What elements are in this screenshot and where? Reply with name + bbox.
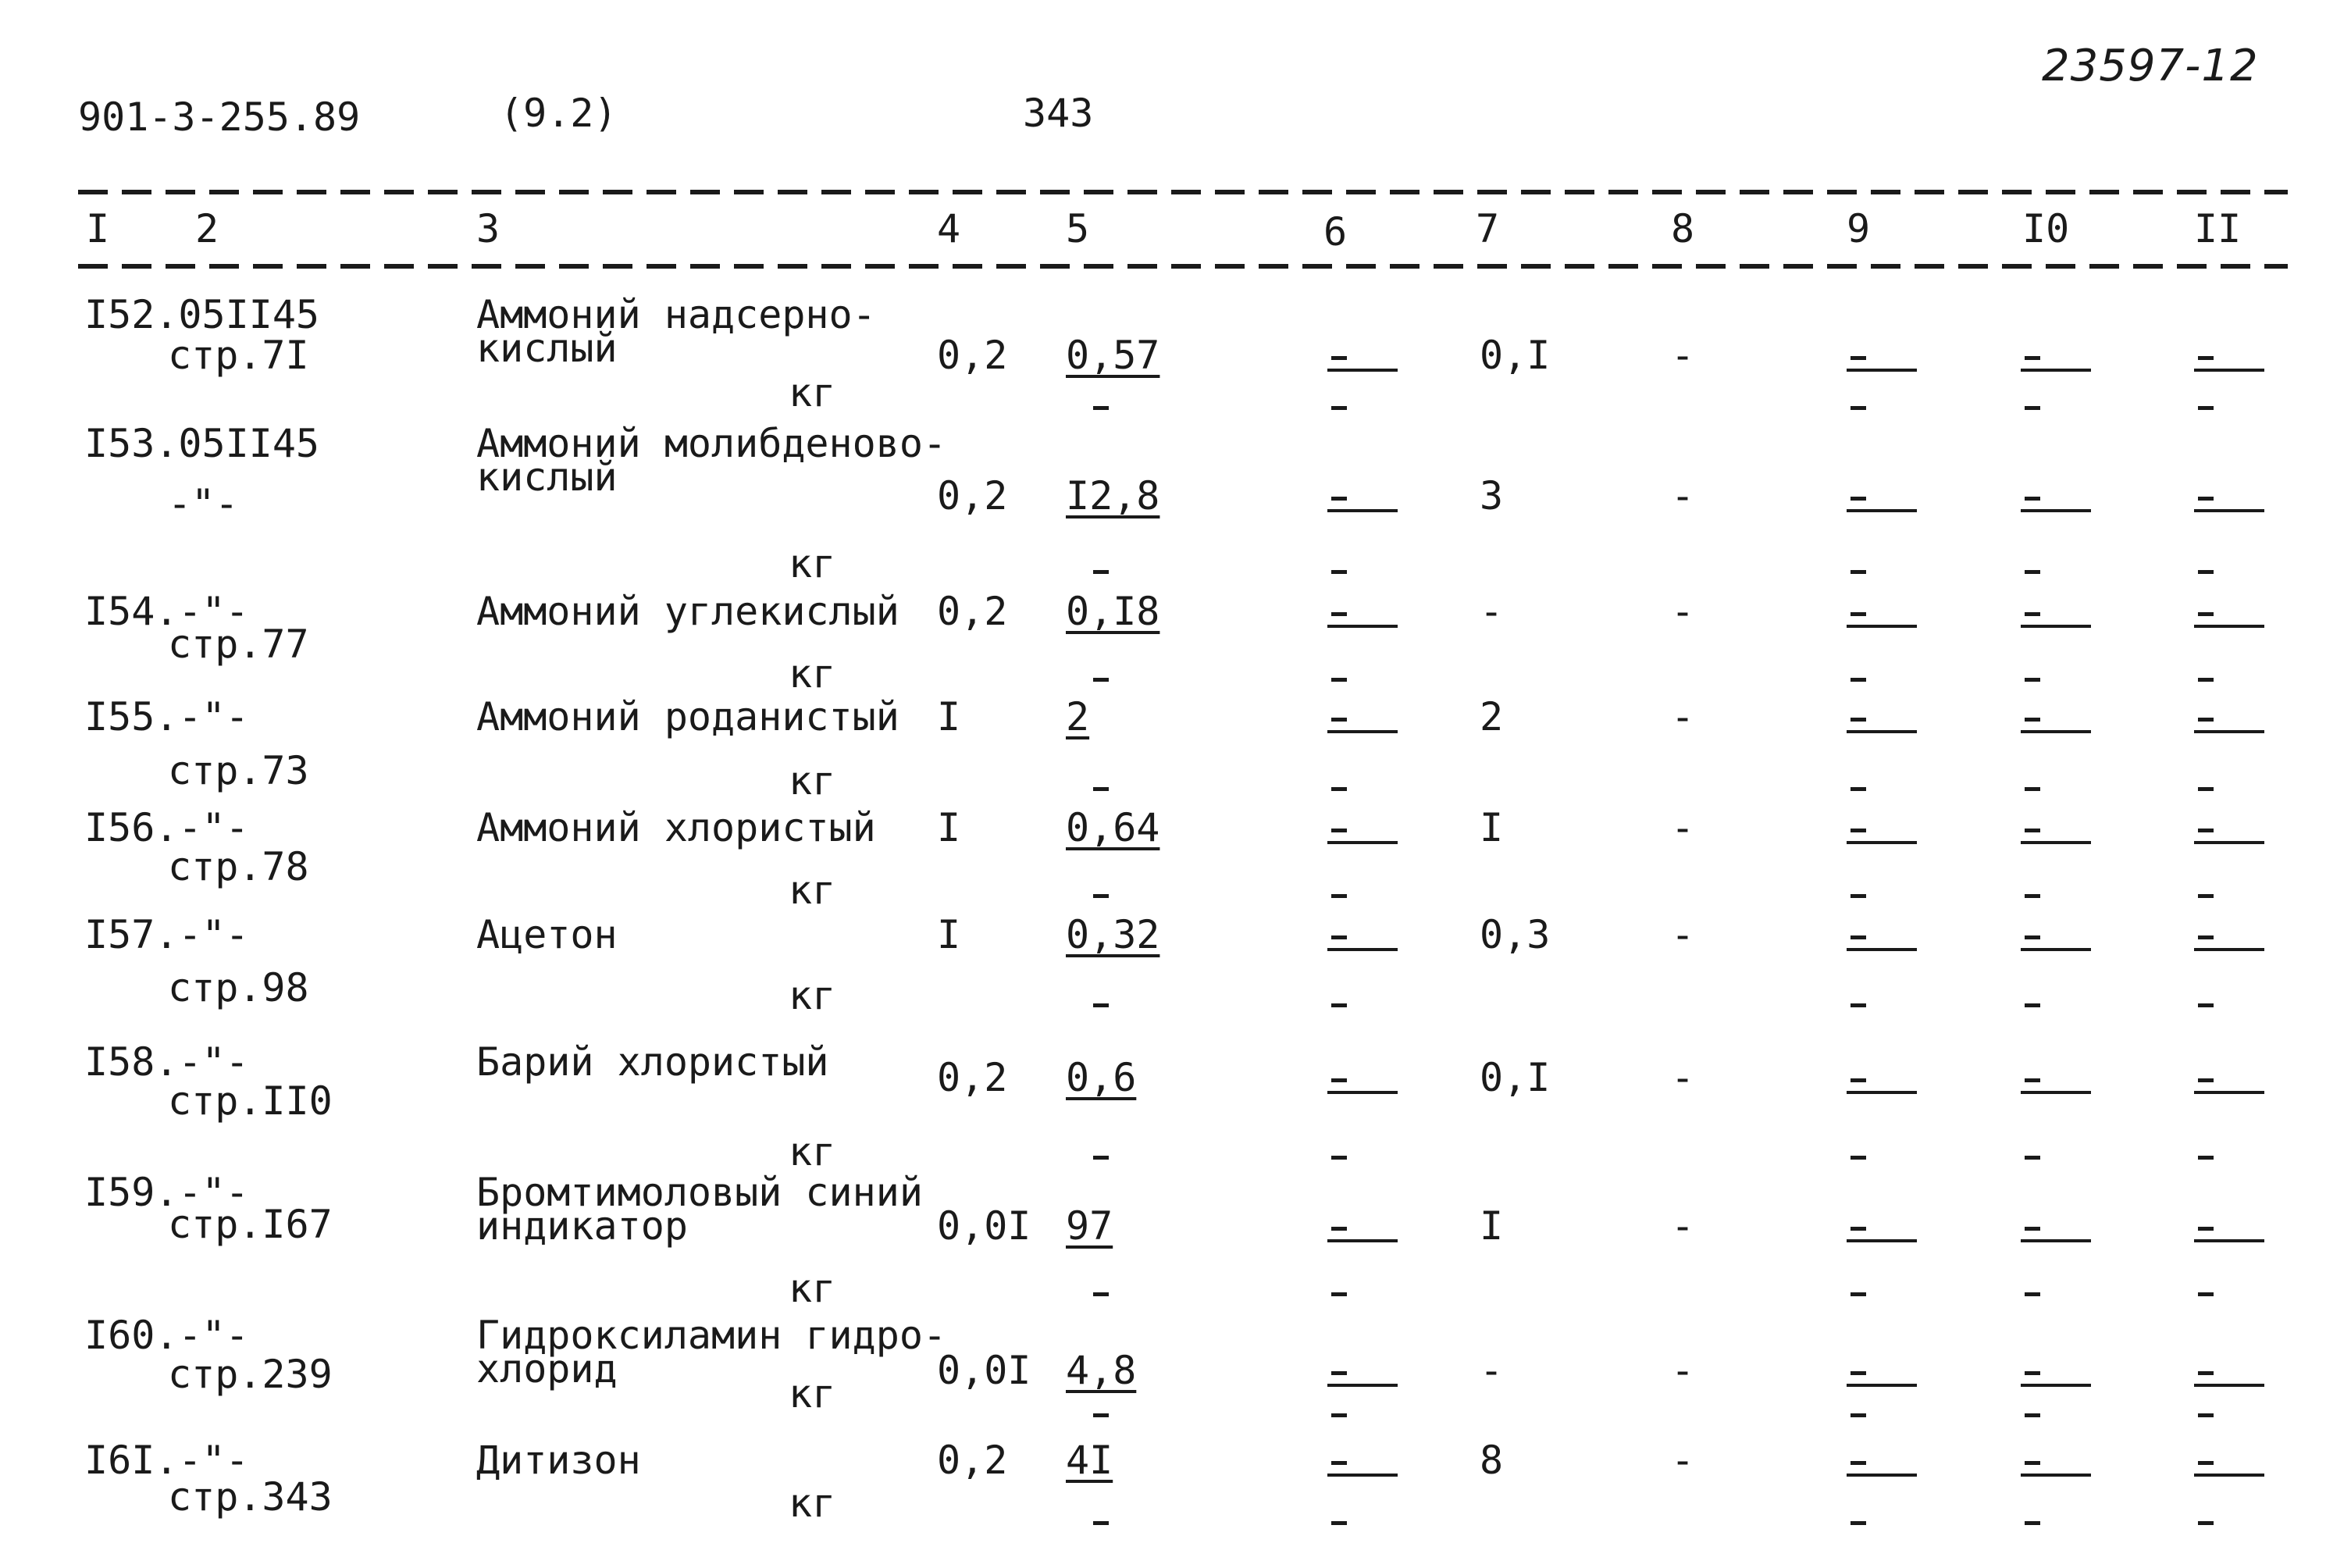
column-9-denominator-dash (1851, 1292, 1866, 1296)
column-4-value: 0,0I (937, 1348, 1031, 1393)
column-5-denominator-dash (1093, 1156, 1109, 1160)
column-11-numerator-dash (2198, 1371, 2214, 1375)
column-10-denominator-dash (2025, 1413, 2040, 1417)
handwritten-reference: 23597-12 (2042, 41, 2259, 91)
page-number: 343 (1023, 91, 1094, 136)
item-name-line1: Барий хлористый (476, 1039, 829, 1085)
column-5-denominator-dash (1093, 1521, 1109, 1525)
column-5-value: 0,32 (1066, 912, 1160, 957)
column-5-value: I2,8 (1066, 473, 1160, 519)
column-6-denominator-dash (1331, 1292, 1347, 1296)
column-5-value: 0,64 (1066, 805, 1160, 850)
column-11-numerator-dash (2198, 497, 2214, 501)
column-6-numerator-dash (1331, 1371, 1347, 1375)
column-7-value: 0,3 (1480, 912, 1551, 957)
column-11-numerator-dash (2198, 718, 2214, 722)
column-9-fraction-bar (1847, 509, 1917, 512)
column-11-fraction-bar (2194, 369, 2264, 372)
column-10-numerator-dash (2025, 612, 2040, 616)
column-7-value: - (1480, 1348, 1504, 1393)
column-9-fraction-bar (1847, 369, 1917, 372)
column-9-denominator-dash (1851, 406, 1866, 410)
column-10-numerator-dash (2025, 1371, 2040, 1375)
column-9-numerator-dash (1851, 1227, 1866, 1231)
column-6-fraction-bar (1327, 1384, 1398, 1387)
column-9-denominator-dash (1851, 1413, 1866, 1417)
column-5-denominator-dash (1093, 1292, 1109, 1296)
column-4-value: 0,2 (937, 1438, 1008, 1483)
column-6-denominator-dash (1331, 1521, 1347, 1525)
unit-label: кг (789, 1266, 836, 1311)
column-header-2: 2 (195, 206, 219, 251)
column-9-numerator-dash (1851, 1461, 1866, 1465)
column-10-numerator-dash (2025, 1078, 2040, 1082)
column-9-fraction-bar (1847, 841, 1917, 844)
column-9-fraction-bar (1847, 1091, 1917, 1094)
column-6-fraction-bar (1327, 1239, 1398, 1242)
column-10-denominator-dash (2025, 406, 2040, 410)
column-10-fraction-bar (2021, 841, 2091, 844)
column-9-numerator-dash (1851, 356, 1866, 360)
column-6-fraction-bar (1327, 1474, 1398, 1477)
column-11-fraction-bar (2194, 1474, 2264, 1477)
column-8-value: - (1671, 805, 1695, 850)
row-number: I52.05II45 (84, 292, 320, 337)
column-4-value: 0,2 (937, 1055, 1008, 1100)
unit-label: кг (789, 541, 836, 586)
column-6-fraction-bar (1327, 509, 1398, 512)
column-11-denominator-dash (2198, 1292, 2214, 1296)
row-number: I58.-"- (84, 1039, 249, 1085)
column-5-value: 2 (1066, 694, 1090, 739)
column-10-numerator-dash (2025, 718, 2040, 722)
column-5-denominator-dash (1093, 787, 1109, 791)
row-number: I60.-"- (84, 1313, 249, 1358)
column-9-fraction-bar (1847, 1384, 1917, 1387)
item-name-line2: хлорид (476, 1346, 618, 1392)
column-5-value: 0,I8 (1066, 589, 1160, 634)
column-7-value: I (1480, 1203, 1504, 1249)
column-6-numerator-dash (1331, 829, 1347, 832)
column-10-numerator-dash (2025, 1461, 2040, 1465)
row-reference: стр.77 (168, 622, 309, 667)
column-6-fraction-bar (1327, 625, 1398, 628)
unit-label: кг (789, 868, 836, 913)
column-7-value: - (1480, 589, 1504, 634)
item-name-line2: индикатор (476, 1203, 688, 1249)
column-10-denominator-dash (2025, 787, 2040, 791)
column-5-value: 4I (1066, 1438, 1113, 1483)
row-reference: стр.I67 (168, 1202, 333, 1247)
column-10-denominator-dash (2025, 1521, 2040, 1525)
column-6-numerator-dash (1331, 612, 1347, 616)
column-5-denominator-dash (1093, 1413, 1109, 1417)
column-11-fraction-bar (2194, 509, 2264, 512)
column-10-numerator-dash (2025, 356, 2040, 360)
column-11-denominator-dash (2198, 1156, 2214, 1160)
column-6-denominator-dash (1331, 1003, 1347, 1007)
column-7-value: I (1480, 805, 1504, 850)
column-5-denominator-dash (1093, 570, 1109, 574)
column-8-value: - (1671, 473, 1695, 519)
column-11-fraction-bar (2194, 1091, 2264, 1094)
column-10-denominator-dash (2025, 1003, 2040, 1007)
item-name-line2: кислый (476, 454, 618, 500)
item-name-line1: Аммоний роданистый (476, 694, 899, 739)
column-6-denominator-dash (1331, 787, 1347, 791)
column-6-denominator-dash (1331, 1413, 1347, 1417)
column-header-7: 7 (1476, 206, 1500, 251)
column-4-value: I (937, 912, 961, 957)
column-9-denominator-dash (1851, 1156, 1866, 1160)
column-11-numerator-dash (2198, 829, 2214, 832)
column-6-denominator-dash (1331, 678, 1347, 682)
item-name-line1: Гидроксиламин гидро- (476, 1313, 947, 1358)
row-reference: стр.II0 (168, 1078, 333, 1124)
column-10-denominator-dash (2025, 570, 2040, 574)
column-6-denominator-dash (1331, 1156, 1347, 1160)
column-6-denominator-dash (1331, 894, 1347, 898)
column-10-denominator-dash (2025, 894, 2040, 898)
column-10-numerator-dash (2025, 497, 2040, 501)
column-5-value: 0,57 (1066, 333, 1160, 378)
column-8-value: - (1671, 333, 1695, 378)
column-5-value: 4,8 (1066, 1348, 1137, 1393)
column-header-8: 8 (1671, 206, 1695, 251)
column-6-numerator-dash (1331, 935, 1347, 939)
column-5-denominator-dash (1093, 406, 1109, 410)
column-9-denominator-dash (1851, 894, 1866, 898)
column-11-numerator-dash (2198, 1227, 2214, 1231)
column-10-fraction-bar (2021, 1474, 2091, 1477)
item-name-line1: Бромтимоловый синий (476, 1170, 923, 1215)
column-9-numerator-dash (1851, 829, 1866, 832)
item-name-line1: Аммоний надсерно- (476, 292, 876, 337)
column-8-value: - (1671, 1203, 1695, 1249)
column-11-fraction-bar (2194, 841, 2264, 844)
column-11-denominator-dash (2198, 894, 2214, 898)
column-11-numerator-dash (2198, 1078, 2214, 1082)
column-header-3: 3 (476, 206, 500, 251)
column-9-denominator-dash (1851, 678, 1866, 682)
column-header-5: 5 (1066, 206, 1090, 251)
column-6-numerator-dash (1331, 1078, 1347, 1082)
column-6-fraction-bar (1327, 730, 1398, 733)
column-4-value: I (937, 694, 961, 739)
column-11-numerator-dash (2198, 935, 2214, 939)
column-9-fraction-bar (1847, 948, 1917, 951)
row-reference: стр.7I (168, 333, 309, 378)
column-10-fraction-bar (2021, 1384, 2091, 1387)
column-5-denominator-dash (1093, 678, 1109, 682)
column-6-numerator-dash (1331, 497, 1347, 501)
header-bottom-rule (78, 264, 2288, 269)
column-5-value: 0,6 (1066, 1055, 1137, 1100)
item-name-line1: Аммоний молибденово- (476, 421, 947, 466)
column-header-9: 9 (1847, 206, 1871, 251)
column-8-value: - (1671, 1348, 1695, 1393)
unit-label: кг (789, 651, 836, 697)
column-5-denominator-dash (1093, 894, 1109, 898)
row-number: I54.-"- (84, 589, 249, 634)
row-number: I59.-"- (84, 1170, 249, 1215)
column-11-denominator-dash (2198, 678, 2214, 682)
column-9-denominator-dash (1851, 787, 1866, 791)
item-name-line1: Аммоний хлористый (476, 805, 876, 850)
unit-label: кг (789, 370, 836, 415)
column-9-numerator-dash (1851, 497, 1866, 501)
document-code: 901-3-255.89 (78, 94, 361, 140)
column-10-fraction-bar (2021, 730, 2091, 733)
column-11-numerator-dash (2198, 612, 2214, 616)
column-10-denominator-dash (2025, 1292, 2040, 1296)
column-10-fraction-bar (2021, 1091, 2091, 1094)
column-10-numerator-dash (2025, 829, 2040, 832)
row-reference: стр.78 (168, 844, 309, 889)
column-9-numerator-dash (1851, 1371, 1866, 1375)
row-reference: стр.98 (168, 965, 309, 1010)
column-10-fraction-bar (2021, 509, 2091, 512)
column-8-value: - (1671, 1438, 1695, 1483)
column-11-denominator-dash (2198, 570, 2214, 574)
column-10-fraction-bar (2021, 369, 2091, 372)
column-9-numerator-dash (1851, 1078, 1866, 1082)
column-9-fraction-bar (1847, 1474, 1917, 1477)
column-header-4: 4 (937, 206, 961, 251)
unit-label: кг (789, 1371, 836, 1417)
column-10-fraction-bar (2021, 1239, 2091, 1242)
column-11-denominator-dash (2198, 1413, 2214, 1417)
column-header-6: 6 (1323, 209, 1348, 255)
row-reference: стр.343 (168, 1474, 333, 1520)
column-8-value: - (1671, 694, 1695, 739)
column-header-11: II (2194, 206, 2242, 251)
column-4-value: 0,0I (937, 1203, 1031, 1249)
column-4-value: 0,2 (937, 473, 1008, 519)
row-number: I6I.-"- (84, 1438, 249, 1483)
column-9-numerator-dash (1851, 612, 1866, 616)
column-10-denominator-dash (2025, 1156, 2040, 1160)
column-5-denominator-dash (1093, 1003, 1109, 1007)
column-11-fraction-bar (2194, 1239, 2264, 1242)
row-reference: стр.239 (168, 1352, 333, 1397)
column-9-fraction-bar (1847, 730, 1917, 733)
row-number: I56.-"- (84, 805, 249, 850)
column-8-value: - (1671, 1055, 1695, 1100)
column-6-numerator-dash (1331, 1461, 1347, 1465)
row-reference: -"- (168, 481, 239, 526)
row-reference: стр.73 (168, 748, 309, 793)
column-6-numerator-dash (1331, 718, 1347, 722)
column-9-denominator-dash (1851, 1003, 1866, 1007)
unit-label: кг (789, 1481, 836, 1526)
column-9-fraction-bar (1847, 1239, 1917, 1242)
column-header-1: I (86, 206, 110, 251)
row-number: I55.-"- (84, 694, 249, 739)
row-number: I57.-"- (84, 912, 249, 957)
column-10-numerator-dash (2025, 935, 2040, 939)
column-11-denominator-dash (2198, 1521, 2214, 1525)
column-6-fraction-bar (1327, 1091, 1398, 1094)
item-name-line1: Ацетон (476, 912, 618, 957)
section-number: (9.2) (500, 91, 618, 136)
column-6-fraction-bar (1327, 841, 1398, 844)
column-8-value: - (1671, 912, 1695, 957)
column-11-denominator-dash (2198, 787, 2214, 791)
column-11-denominator-dash (2198, 1003, 2214, 1007)
row-number: I53.05II45 (84, 421, 320, 466)
column-7-value: 8 (1480, 1438, 1504, 1483)
column-9-denominator-dash (1851, 1521, 1866, 1525)
column-header-10: I0 (2022, 206, 2070, 251)
column-7-value: 0,I (1480, 333, 1551, 378)
item-name-line2: кислый (476, 326, 618, 371)
column-9-denominator-dash (1851, 570, 1866, 574)
unit-label: кг (789, 973, 836, 1018)
column-9-numerator-dash (1851, 718, 1866, 722)
column-6-denominator-dash (1331, 570, 1347, 574)
column-6-fraction-bar (1327, 369, 1398, 372)
column-8-value: - (1671, 589, 1695, 634)
column-11-fraction-bar (2194, 730, 2264, 733)
column-11-denominator-dash (2198, 406, 2214, 410)
column-10-denominator-dash (2025, 678, 2040, 682)
column-10-fraction-bar (2021, 625, 2091, 628)
column-6-fraction-bar (1327, 948, 1398, 951)
column-6-numerator-dash (1331, 356, 1347, 360)
item-name-line1: Аммоний углекислый (476, 589, 899, 634)
column-4-value: 0,2 (937, 333, 1008, 378)
column-10-numerator-dash (2025, 1227, 2040, 1231)
column-11-numerator-dash (2198, 1461, 2214, 1465)
column-6-numerator-dash (1331, 1227, 1347, 1231)
column-11-fraction-bar (2194, 625, 2264, 628)
column-4-value: 0,2 (937, 589, 1008, 634)
column-9-fraction-bar (1847, 625, 1917, 628)
column-5-value: 97 (1066, 1203, 1113, 1249)
column-9-numerator-dash (1851, 935, 1866, 939)
header-top-rule (78, 190, 2288, 194)
item-name-line1: Дитизон (476, 1438, 641, 1483)
column-11-fraction-bar (2194, 948, 2264, 951)
column-6-denominator-dash (1331, 406, 1347, 410)
unit-label: кг (789, 758, 836, 804)
column-7-value: 2 (1480, 694, 1504, 739)
column-11-fraction-bar (2194, 1384, 2264, 1387)
column-4-value: I (937, 805, 961, 850)
column-11-numerator-dash (2198, 356, 2214, 360)
column-10-fraction-bar (2021, 948, 2091, 951)
column-7-value: 0,I (1480, 1055, 1551, 1100)
column-7-value: 3 (1480, 473, 1504, 519)
unit-label: кг (789, 1129, 836, 1174)
